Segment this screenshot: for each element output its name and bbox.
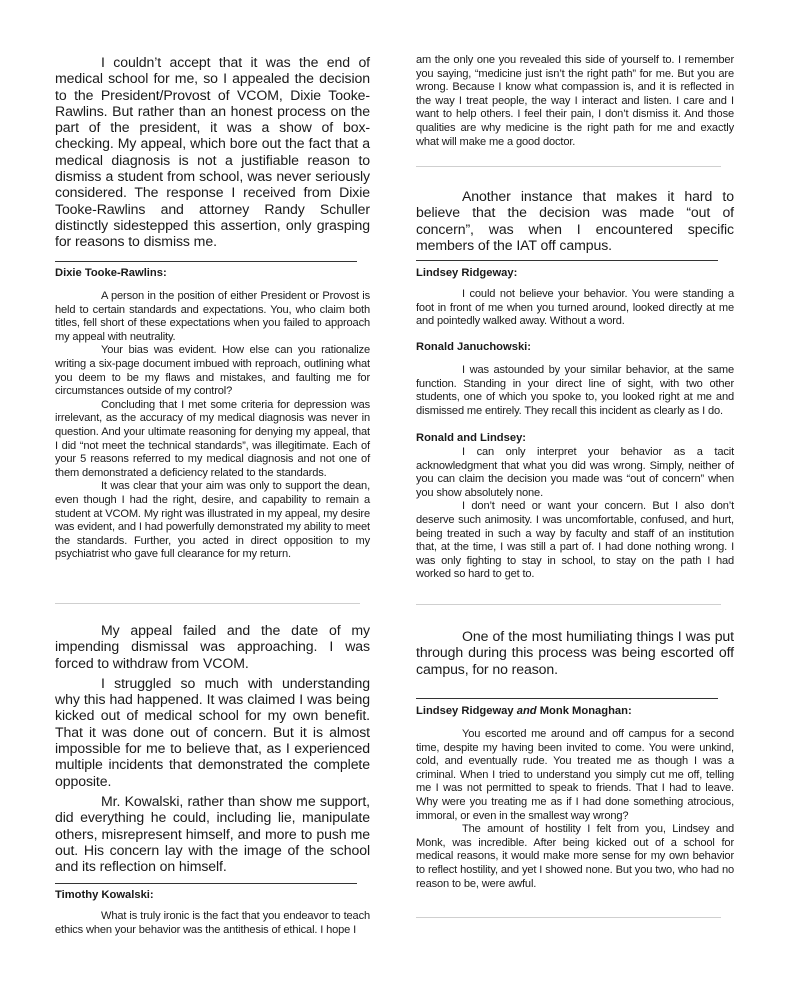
ronald-paragraph: I was astounded by your similar behavior, at the same function. Standing in your direct line of sight, with two other students, one of which you spoke to, you looked right at me and dismissed me entirely. They recall this incident as clearly as I do.: [416, 364, 734, 417]
appeal-paragraph-2: I struggled so much with understanding why this had happened. It was claimed I was being kicked out of medical school for my own benefit. That it was done out of concern. But it is almost impossible for me to believe that, as I experienced multiple incidents that demonstrated the complete opposite.: [55, 674, 370, 789]
dixie-paragraph-1: A person in the position of either President or Provost is held to certain standards and expectations. You, who claim both titles, fell short of these expectations when you failed to approach my appeal with neutrality.: [55, 290, 370, 343]
timothy-continued-paragraph: am the only one you revealed this side of yourself to. I remember you saying, “medicine just isn’t the right path” for me. But you are wrong. Because I know what compassion is, and it is reflected in the way I treat people, the way I interact and listen. I care and I want to help others. I feel their pain, I don’t dismiss it. And those qualities are why medicine is the right path for me and exactly what will make me a good doctor.: [416, 54, 734, 148]
intro-paragraph: I couldn’t accept that it was the end of medical school for me, so I appealed the decision to the President/Provost of VCOM, Dixie Tooke-Rawlins. But rather than an honest process on the part of the president, it was a show of box-checking. My appeal, which bore out the fact that a medical diagnosis is not a justifiable reason to dismiss a student from school, was never seriously considered. The response I received from Dixie Tooke-Rawlins and attorney Randy Schuller distinctly sidestepped this assertion, only grasping for reasons to dismiss me.: [55, 54, 370, 250]
dixie-paragraph-4: It was clear that your aim was only to support the dean, even though I had the right, desire, and capability to remain a student at VCOM. My right was illustrated in my appeal, my desire was evident, and I had powerfully demonstrated my ability to meet the standards. Further, you acted in direct opposition to my psychiatrist who gave full clearance for my return.: [55, 480, 370, 561]
lindsey-monk-paragraph-1: You escorted me around and off campus for a second time, despite my having been invited to come. You were unkind, cold, and eventually rude. You treated me as though I was a criminal. When I tried to understand you simply cut me off, telling me I was not permitted to speak to friends. That I had to leave. Why were you treating me as if I had done something atrocious, immoral, or even in the smallest way wrong?: [416, 728, 734, 822]
lindsey-monk-letter: [416, 728, 734, 891]
lindsey-monk-header-name-b: Monk Monaghan:: [539, 705, 632, 717]
humiliating-paragraph: One of the most humiliating things I was put through during this process was being escorted off campus, for no reason.: [416, 628, 734, 677]
section-divider: [55, 261, 357, 262]
dixie-paragraph-2: Your bias was evident. How else can you rationalize writing a six-page document imbued with reproach, outlining what you deem to be my flaws and mistakes, and faulting me for circumstances outside of my control?: [55, 344, 370, 398]
lindsey-monk-header-and: and: [516, 705, 537, 717]
timothy-paragraph: What is truly ironic is the fact that you endeavor to teach ethics when your behavior was the antithesis of ethical. I hope I: [55, 910, 370, 936]
ronald-lindsey-paragraph-1: I can only interpret your behavior as a tacit acknowledgment that what you did was wrong. Simply, neither of you can claim the decision you made was “out of concern” when you show absolutely none.: [416, 446, 734, 499]
letter-divider: [55, 603, 360, 604]
dixie-letter: [55, 290, 370, 562]
letter-divider: [416, 917, 721, 918]
letter-divider: [416, 166, 721, 167]
section-divider: [416, 260, 718, 261]
lindsey-monk-header-name-a: Lindsey Ridgeway: [416, 705, 514, 717]
appeal-paragraph-1: My appeal failed and the date of my impending dismissal was approaching. I was forced to withdraw from VCOM.: [55, 622, 370, 671]
lindsey-monk-header: [416, 704, 632, 718]
lindsey-paragraph: I could not believe your behavior. You were standing a foot in front of me when you turned around, looked directly at me and pointedly walked away. Without a word.: [416, 288, 734, 328]
section-divider: [416, 698, 718, 699]
ronald-lindsey-paragraph-2: I don’t need or want your concern. But I also don’t deserve such animosity. I was uncomfortable, confused, and hurt, being treated in such a way by faculty and staff of an institution that, at the time, I was still a part of. I had done nothing wrong. I was only fighting to stay in school, to stay on the path I had worked so hard to get to.: [416, 500, 734, 581]
timothy-header: Timothy Kowalski:: [55, 889, 154, 901]
section-divider: [55, 883, 357, 884]
appeal-paragraph-3: Mr. Kowalski, rather than show me support, did everything he could, including lie, manipulate others, misrepresent himself, and more to push me out. His concern lay with the image of the school and its reflection on himself.: [55, 792, 370, 875]
dixie-header: Dixie Tooke-Rawlins:: [55, 267, 167, 279]
ronald-lindsey-letter: [416, 446, 734, 582]
another-instance-paragraph: Another instance that makes it hard to believe that the decision was made “out of concern”, was when I encountered specific members of the IAT off campus.: [416, 188, 734, 253]
letter-divider: [416, 604, 721, 605]
ronald-lindsey-header: Ronald and Lindsey:: [416, 432, 527, 444]
dixie-paragraph-3: Concluding that I met some criteria for depression was irrelevant, as the accuracy of my medical diagnosis was never in question. And your ultimate reasoning for denying my appeal, that I did “not meet the technical standards”, was illegitimate. Each of your 5 reasons referred to my medical diagnosis and not one of them demonstrated a deficiency related to the standards.: [55, 398, 370, 479]
ronald-header: Ronald Januchowski:: [416, 341, 531, 353]
appeal-section: [55, 622, 370, 874]
lindsey-header: Lindsey Ridgeway:: [416, 267, 518, 279]
lindsey-monk-paragraph-2: The amount of hostility I felt from you, Lindsey and Monk, was incredible. After being kicked out of a school for medical reasons, it would make more sense for my own behavior to reflect hostility, and yet I showed none. But you two, who had no reason to be, were awful.: [416, 823, 734, 890]
